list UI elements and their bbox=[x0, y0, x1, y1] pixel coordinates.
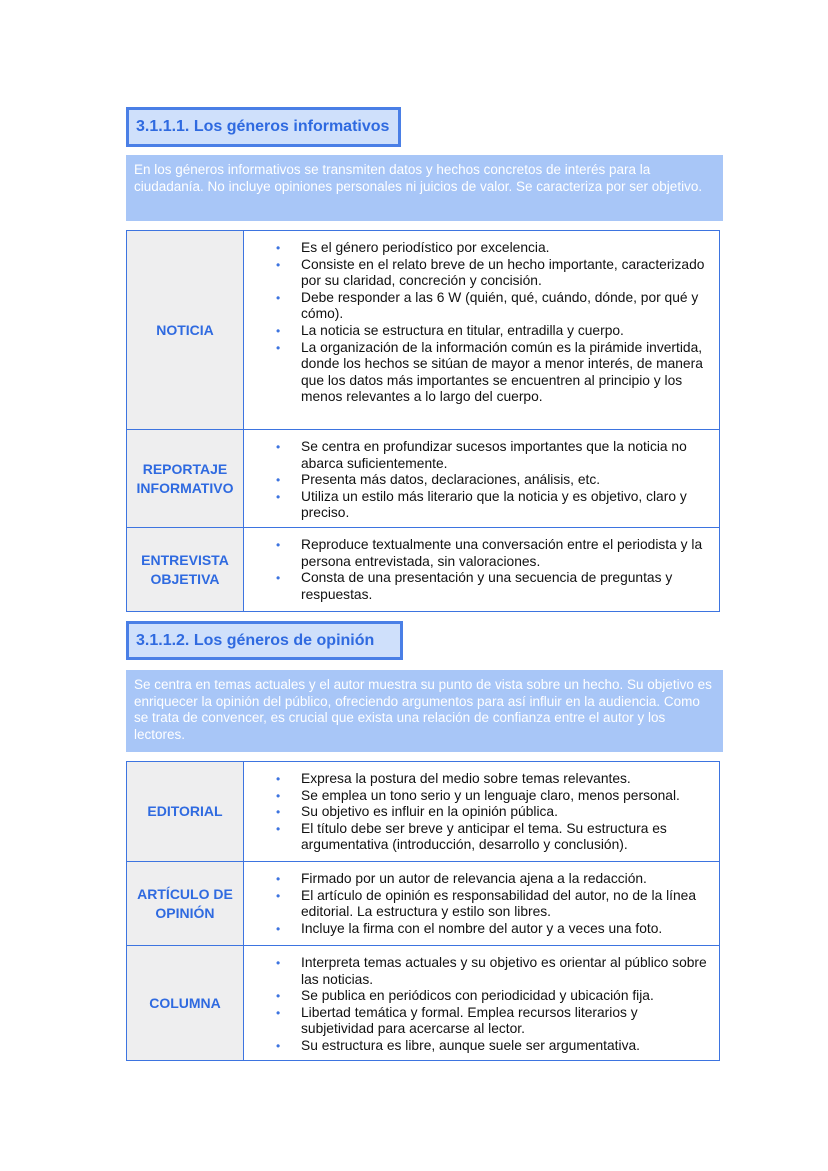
genres-table-informativos bbox=[126, 230, 720, 612]
list-item: • Se emplea un tono serio y un lenguaje claro, menos personal. bbox=[276, 788, 711, 805]
table-row bbox=[127, 862, 719, 946]
list-item: • Se centra en profundizar sucesos importantes que la noticia no abarca suficientemente. bbox=[276, 439, 711, 472]
genre-description bbox=[244, 762, 719, 861]
section-title-informativos: 3.1.1.1. Los géneros informativos bbox=[126, 107, 401, 147]
list-item: • Consta de una presentación y una secuencia de preguntas y respuestas. bbox=[276, 570, 711, 603]
list-item: • Firmado por un autor de relevancia ajena a la redacción. bbox=[276, 871, 711, 888]
list-item: • El artículo de opinión es responsabilidad del autor, no de la línea editorial. La estructura y estilo son libres. bbox=[276, 888, 711, 921]
genre-description bbox=[244, 862, 719, 945]
table-row bbox=[127, 430, 719, 528]
genre-label: COLUMNA bbox=[127, 946, 244, 1060]
genre-description bbox=[244, 528, 719, 611]
list-item: • Debe responder a las 6 W (quién, qué, cuándo, dónde, por qué y cómo). bbox=[276, 290, 711, 323]
table-row bbox=[127, 946, 719, 1061]
table-row bbox=[127, 231, 719, 430]
genre-label: REPORTAJE INFORMATIVO bbox=[127, 430, 244, 527]
genre-description bbox=[244, 430, 719, 527]
list-item: • Consiste en el relato breve de un hecho importante, caracterizado por su claridad, concreción y concisión. bbox=[276, 257, 711, 290]
genres-table-opinion bbox=[126, 761, 720, 1061]
table-row bbox=[127, 528, 719, 612]
genre-label: ENTREVISTA OBJETIVA bbox=[127, 528, 244, 611]
genre-description bbox=[244, 946, 719, 1060]
list-item: • La organización de la información común es la pirámide invertida, donde los hechos se sitúan de mayor a menor interés, de manera que los datos más importantes se encuentren al principio y los menos relevantes a lo largo del cuerpo. bbox=[276, 340, 711, 406]
list-item: • Es el género periodístico por excelencia. bbox=[276, 240, 711, 257]
genre-label: NOTICIA bbox=[127, 231, 244, 429]
list-item: • Utiliza un estilo más literario que la noticia y es objetivo, claro y preciso. bbox=[276, 489, 711, 522]
list-item: • Reproduce textualmente una conversación entre el periodista y la persona entrevistada, sin valoraciones. bbox=[276, 537, 711, 570]
list-item: • La noticia se estructura en titular, entradilla y cuerpo. bbox=[276, 323, 711, 340]
list-item: • El título debe ser breve y anticipar el tema. Su estructura es argumentativa (introducción, desarrollo y conclusión). bbox=[276, 821, 711, 854]
genre-label: EDITORIAL bbox=[127, 762, 244, 861]
list-item: • Interpreta temas actuales y su objetivo es orientar al público sobre las noticias. bbox=[276, 955, 711, 988]
genre-description bbox=[244, 231, 719, 429]
genre-label: ARTÍCULO DE OPINIÓN bbox=[127, 862, 244, 945]
section-intro-informativos: En los géneros informativos se transmiten datos y hechos concretos de interés para la ciudadanía. No incluye opiniones personales ni juicios de valor. Se caracteriza por ser objetivo. bbox=[126, 155, 723, 221]
list-item: • Expresa la postura del medio sobre temas relevantes. bbox=[276, 771, 711, 788]
section-intro-opinion: Se centra en temas actuales y el autor muestra su punto de vista sobre un hecho. Su objetivo es enriquecer la opinión del público, ofreciendo argumentos para así influir en la audiencia. Como se trata de convencer, es crucial que exista una relación de confianza entre el autor y los lectores. bbox=[126, 670, 723, 752]
list-item: • Su estructura es libre, aunque suele ser argumentativa. bbox=[276, 1038, 711, 1055]
list-item: • Libertad temática y formal. Emplea recursos literarios y subjetividad para acercarse al lector. bbox=[276, 1005, 711, 1038]
list-item: • Su objetivo es influir en la opinión pública. bbox=[276, 804, 711, 821]
list-item: • Incluye la firma con el nombre del autor y a veces una foto. bbox=[276, 921, 711, 938]
table-row bbox=[127, 762, 719, 862]
list-item: • Presenta más datos, declaraciones, análisis, etc. bbox=[276, 472, 711, 489]
section-title-opinion: 3.1.1.2. Los géneros de opinión bbox=[126, 621, 403, 660]
list-item: • Se publica en periódicos con periodicidad y ubicación fija. bbox=[276, 988, 711, 1005]
